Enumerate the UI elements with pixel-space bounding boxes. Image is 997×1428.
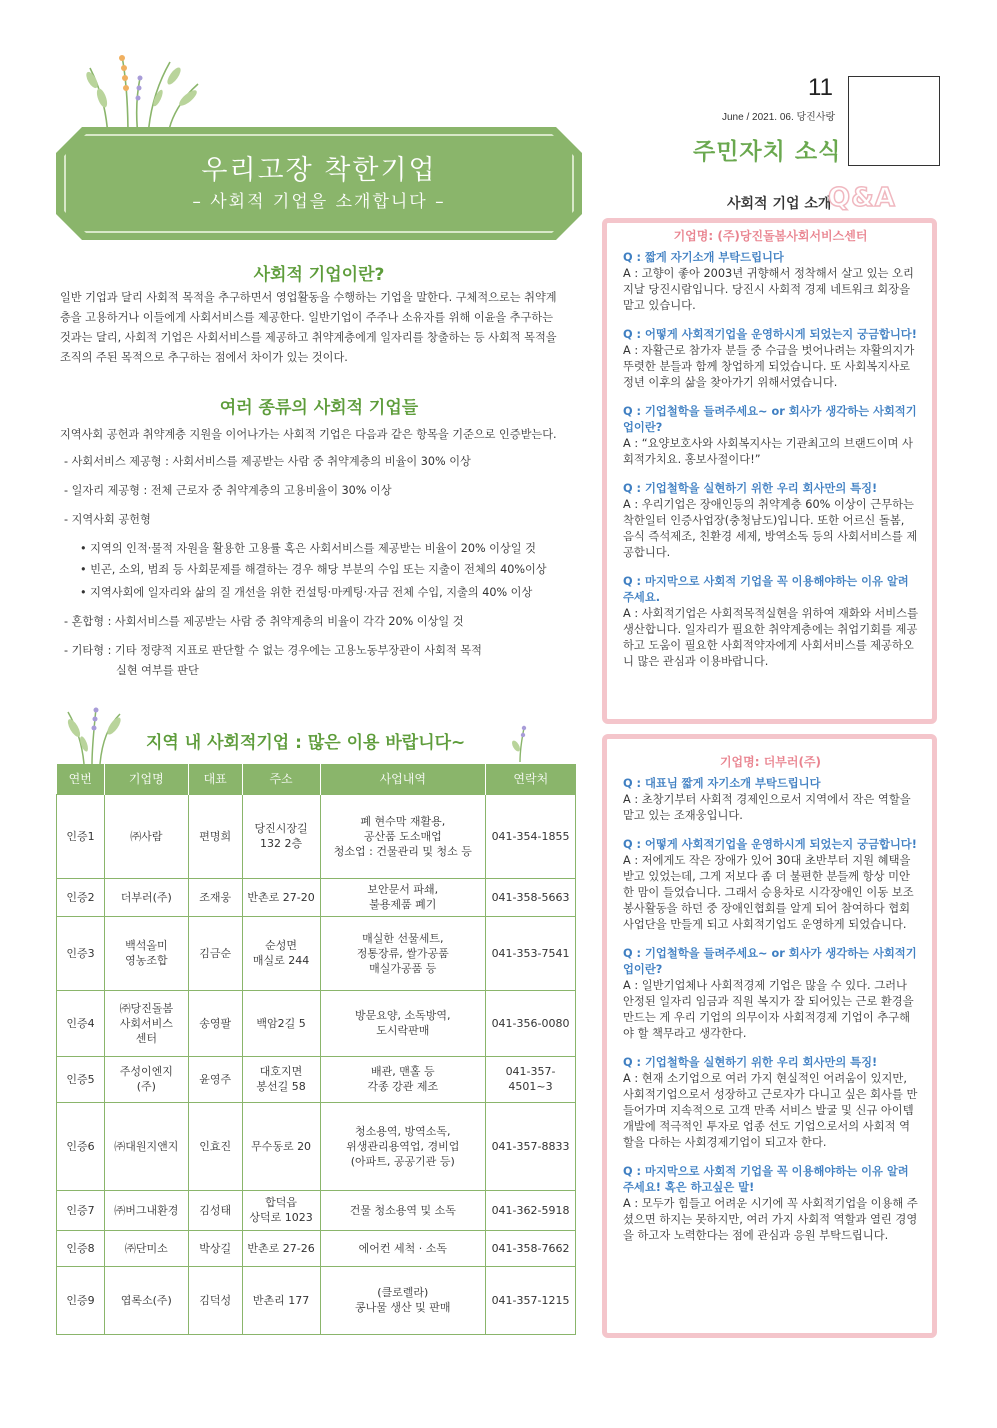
type-sub-item: • 지역사회에 일자리와 삶의 질 개선을 위한 컨설팅·마케팅·자금 전체 수입, 지출의 40% 이상 <box>80 586 533 599</box>
cell-rep: 김덕성 <box>188 1266 242 1334</box>
qa-question: Q : 기업철학을 들려주세요~ or 회사가 생각하는 사회적기업이란? <box>623 405 917 434</box>
sprig-icon <box>508 724 532 764</box>
paragraph-line: 일반 기업과 달리 사회적 목적을 추구하면서 영업활동을 수행하는 기업을 말한다. 구체적으로는 취약계 <box>60 291 557 304</box>
cell-name: 엽록소(주) <box>104 1266 188 1334</box>
cell-tel: 041-354-1855 <box>486 794 576 878</box>
cell-addr: 대호지면 봉선길 58 <box>242 1056 320 1102</box>
type-sub-item: • 지역의 인적·물적 자원을 활용한 고용률 혹은 사회서비스를 제공받는 비율이 20% 이상일 것 <box>80 542 536 555</box>
plant-decoration-icon <box>78 48 218 138</box>
qa-answer: A : 초창기부터 사회적 경제인으로서 지역에서 작은 역할을 맡고 있는 조재웅입니다. <box>623 793 911 822</box>
qa-question: Q : 기업철학을 들려주세요~ or 회사가 생각하는 사회적기업이란? <box>623 947 917 976</box>
qa-item <box>623 837 918 933</box>
cell-tel: 041-357-8833 <box>486 1102 576 1190</box>
qa-answer: A : 고향이 좋아 2003년 귀향해서 정착해서 살고 있는 오리지날 당진시람입니다. 당진시 사회적 경제 네트워크 회장을 맡고 있습니다. <box>623 267 914 312</box>
qa-question: Q : 대표님 짧게 자기소개 부탁드립니다 <box>623 777 821 790</box>
cell-no: 인증7 <box>57 1190 105 1230</box>
cell-no: 인증6 <box>57 1102 105 1190</box>
qa-item <box>623 574 918 670</box>
paragraph-line: 조직의 주된 목적으로 추구하는 점에서 차이가 있는 것이다. <box>60 351 348 364</box>
cell-rep: 박상길 <box>188 1230 242 1266</box>
qa-answer: A : 자활근로 참가자 분들 중 수급을 벗어나려는 자활의지가 뚜렷한 분들과 함께 창업하게 되었습니다. 또 사회복지사로 정년 이후의 삶을 찾아가기 위해서였습니다. <box>623 344 915 389</box>
qa-answer: A : 현재 소기업으로 여러 가지 현실적인 어려움이 있지만, 사회적기업으로서 성장하고 근로자가 다니고 싶은 회사를 만들어가며 지속적으로 고객 만족 서비스 발굴 및 신규 아이템 개발에 적극적인 투자로 업종 선도 기업으로서의 사회적 역할을 다하는 사회경제기업이 되고자 한다. <box>623 1072 918 1149</box>
banner-subtitle: – 사회적 기업을 소개합니다 – <box>192 192 446 212</box>
col-header: 사업내역 <box>320 764 486 794</box>
cell-name: ㈜단미소 <box>104 1230 188 1266</box>
qa-question: Q : 마지막으로 사회적 기업을 꼭 이용해야하는 이유 알려주세요. <box>623 575 909 604</box>
photo-placeholder <box>848 76 940 166</box>
cell-tel: 041-356-0080 <box>486 990 576 1056</box>
qa-question: Q : 마지막으로 사회적 기업을 꼭 이용해야하는 이유 알려주세요! 혹은 하고싶은 말! <box>623 1165 909 1194</box>
col-header: 주소 <box>242 764 320 794</box>
cell-rep: 인효진 <box>188 1102 242 1190</box>
col-header: 기업명 <box>104 764 188 794</box>
cell-name: ㈜대원지앤지 <box>104 1102 188 1190</box>
type-item: - 지역사회 공헌형 <box>64 513 151 526</box>
col-header: 연락처 <box>486 764 576 794</box>
cell-tel: 041-358-5663 <box>486 878 576 916</box>
cell-no: 인증8 <box>57 1230 105 1266</box>
qa-answer: A : “요양보호사와 사회복지사는 기관최고의 브랜드이며 사회적가치요. 홍보사절이다!” <box>623 437 913 466</box>
cell-biz: 건물 청소용역 및 소독 <box>320 1190 486 1230</box>
paragraph-line: 층을 고용하거나 이들에게 사회서비스를 제공한다. 일반기업이 주주나 소유자를 위해 이윤을 추구하는 <box>60 311 554 324</box>
qa-question: Q : 어떻게 사회적기업을 운영하시게 되었는지 궁금합니다! <box>623 838 917 851</box>
type-item: - 일자리 제공형 : 전체 근로자 중 취약계층의 고용비율이 30% 이상 <box>64 484 392 497</box>
qa-answer: A : 일반기업체나 사회적경제 기업은 많을 수 있다. 그러나 안정된 일자리 임금과 직원 복지가 잘 되어있는 근로 환경을 만드는 게 우리 기업의 의무이자 사회적경제 기업이 추구해야 할 책무라고 생각한다. <box>623 979 914 1040</box>
qa-answer: A : 저에게도 작은 장애가 있어 30대 초반부터 지원 혜택을 받고 있었는데, 그게 저보다 좀 더 불편한 분들께 항상 미안한 맘이 들었습니다. 그래서 승용차로 시각장애인 이동 보조 봉사활동을 하던 중 장애인협회를 알게 되어 참여하다 협회 사업단을 만들게 되고 사회적기업도 운영하게 되었습니다. <box>623 854 914 931</box>
qa-item <box>623 1164 918 1244</box>
qa-box-2 <box>602 734 937 1338</box>
cell-rep: 김금순 <box>188 916 242 990</box>
what-is-paragraph <box>60 288 572 368</box>
table-row <box>57 1266 576 1334</box>
cell-addr: 반촌로 27-26 <box>242 1230 320 1266</box>
cell-biz: (클로렐라) 콩나물 생산 및 판매 <box>320 1266 486 1334</box>
cell-biz: 매실한 선물세트, 정통장류, 쌀가공품 매실가공품 등 <box>320 916 486 990</box>
cell-biz: 폐 현수막 재활용, 공산품 도소매업 청소업 : 건물관리 및 청소 등 <box>320 794 486 878</box>
issue-date: June / 2021. 06. 당진사랑 <box>722 112 836 123</box>
cell-biz: 보안문서 파쇄, 불용제품 폐기 <box>320 878 486 916</box>
qa-company-name: 기업명: 더부러(주) <box>719 755 822 769</box>
cell-addr: 순성면 매실로 244 <box>242 916 320 990</box>
cell-addr: 합덕읍 상덕로 1023 <box>242 1190 320 1230</box>
cell-no: 인증1 <box>57 794 105 878</box>
table-row <box>57 990 576 1056</box>
cell-no: 인증3 <box>57 916 105 990</box>
cell-tel: 041-353-7541 <box>486 916 576 990</box>
cell-tel: 041-357- 4501~3 <box>486 1056 576 1102</box>
cell-no: 인증9 <box>57 1266 105 1334</box>
cell-rep: 김성태 <box>188 1190 242 1230</box>
cell-no: 인증2 <box>57 878 105 916</box>
table-title: 지역 내 사회적기업 : 많은 이용 바랍니다~ <box>146 733 466 753</box>
table-header-row <box>57 764 576 794</box>
cell-name: ㈜사람 <box>104 794 188 878</box>
cell-addr: 백암2길 5 <box>242 990 320 1056</box>
qa-item <box>623 250 918 314</box>
qa-answer: A : 우리기업은 장애인등의 취약계층 60% 이상이 근무하는 착한일터 인증사업장(충청남도)입니다. 또한 어르신 돌봄, 음식 즉석제조, 친환경 세제, 방역소독 등의 사회서비스를 제공합니다. <box>623 498 918 559</box>
qa-item <box>623 1055 918 1151</box>
cell-tel: 041-362-5918 <box>486 1190 576 1230</box>
cell-name: 백석올미 영농조합 <box>104 916 188 990</box>
what-is-heading: 사회적 기업이란? <box>253 265 385 285</box>
type-item-other-cont: 실현 여부를 판단 <box>116 664 199 677</box>
qa-question: Q : 어떻게 사회적기업을 운영하시게 되었는지 궁금합니다! <box>623 328 917 341</box>
types-intro: 지역사회 공헌과 취약계층 지원을 이어나가는 사회적 기업은 다음과 같은 항목을 기준으로 인증받는다. <box>60 428 557 441</box>
qa-answer: A : 사회적기업은 사회적목적실현을 위하여 재화와 서비스를 생산합니다. 일자리가 필요한 취약계층에는 취업기회를 제공하고 도움이 필요한 사회적약자에게 사회서비스를 제공하오니 많은 관심과 이용바랍니다. <box>623 607 918 668</box>
section-title: 주민자치 소식 <box>693 139 842 165</box>
cell-name: ㈜당진돌봄 사회서비스 센터 <box>104 990 188 1056</box>
type-sub-item: • 빈곤, 소외, 범죄 등 사회문제를 해결하는 경우 해당 부분의 수입 또는 지출이 전체의 40%이상 <box>80 563 547 576</box>
cell-biz: 에어컨 세척 · 소독 <box>320 1230 486 1266</box>
qa-heading: 사회적 기업 소개 <box>727 196 832 212</box>
cell-addr: 무수동로 20 <box>242 1102 320 1190</box>
table-row <box>57 794 576 878</box>
qa-box-1 <box>602 218 937 724</box>
type-item: - 사회서비스 제공형 : 사회서비스를 제공받는 사람 중 취약계층의 비율이 30% 이상 <box>64 455 471 468</box>
col-header: 대표 <box>188 764 242 794</box>
qa-question: Q : 짧게 자기소개 부탁드립니다 <box>623 251 784 264</box>
qa-item <box>623 776 918 824</box>
qa-item <box>623 481 918 561</box>
type-item-mixed: - 혼합형 : 사회서비스를 제공받는 사람 중 취약계층의 비율이 각각 20% 이상일 것 <box>64 615 464 628</box>
qa-item <box>623 404 918 468</box>
cell-name: ㈜버그내환경 <box>104 1190 188 1230</box>
cell-no: 인증5 <box>57 1056 105 1102</box>
banner-title: 우리고장 착한기업 <box>201 155 437 186</box>
cell-rep: 편명희 <box>188 794 242 878</box>
cell-biz: 방문요양, 소독방역, 도시락판매 <box>320 990 486 1056</box>
cell-rep: 조재웅 <box>188 878 242 916</box>
cell-addr: 반촌로 27-20 <box>242 878 320 916</box>
cell-name: 더부러(주) <box>104 878 188 916</box>
company-table <box>56 764 576 1335</box>
table-row <box>57 1230 576 1266</box>
cell-no: 인증4 <box>57 990 105 1056</box>
cell-tel: 041-357-1215 <box>486 1266 576 1334</box>
table-row <box>57 916 576 990</box>
table-row <box>57 1102 576 1190</box>
qa-question: Q : 기업철학을 실현하기 위한 우리 회사만의 특징! <box>623 482 878 495</box>
cell-tel: 041-358-7662 <box>486 1230 576 1266</box>
types-heading: 여러 종류의 사회적 기업들 <box>219 398 419 418</box>
qa-answer: A : 모두가 힘들고 어려운 시기에 꼭 사회적기업을 이용해 주셨으면 하지는 못하지만, 여러 가지 사회적 역할과 열린 경영을 하고자 노력한다는 점에 관심과 응원 부탁드립니다. <box>623 1197 918 1242</box>
plant-decoration-icon <box>64 702 144 766</box>
cell-addr: 당진시장길 132 2층 <box>242 794 320 878</box>
page-number: 11 <box>808 74 833 101</box>
qa-heading-art: Q&A <box>828 183 896 213</box>
cell-biz: 청소용역, 방역소독, 위생관리용역업, 경비업 (아파트, 공공기관 등) <box>320 1102 486 1190</box>
cell-rep: 윤영주 <box>188 1056 242 1102</box>
table-row <box>57 1056 576 1102</box>
cell-rep: 송영팔 <box>188 990 242 1056</box>
paragraph-line: 것과는 달리, 사회적 기업은 사회서비스를 제공하고 취약계층에게 일자리를 창출하는 등 사회적 목적을 <box>60 331 557 344</box>
cell-addr: 반촌리 177 <box>242 1266 320 1334</box>
col-header: 연번 <box>57 764 105 794</box>
qa-question: Q : 기업철학을 실현하기 위한 우리 회사만의 특징! <box>623 1056 878 1069</box>
qa-item <box>623 946 918 1042</box>
table-row <box>57 1190 576 1230</box>
type-item-other: - 기타형 : 기타 정량적 지표로 판단할 수 없는 경우에는 고용노동부장관이 사회적 목적 <box>64 644 482 657</box>
qa-company-name: 기업명: (주)당진돌봄사회서비스센터 <box>673 229 868 243</box>
qa-item <box>623 327 918 391</box>
table-row <box>57 878 576 916</box>
cell-biz: 배관, 맨홀 등 각종 강관 제조 <box>320 1056 486 1102</box>
cell-name: 주성이엔지 (주) <box>104 1056 188 1102</box>
